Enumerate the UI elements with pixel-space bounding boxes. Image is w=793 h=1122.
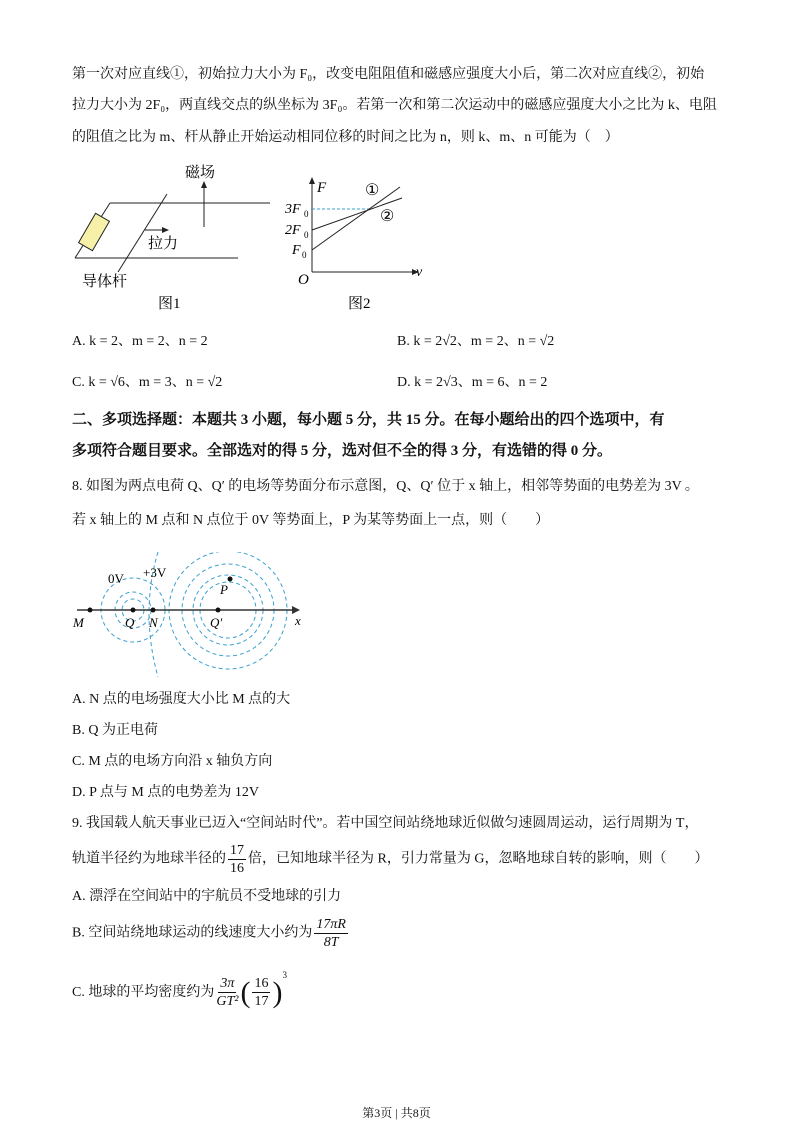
q7-text-line: 拉力大小为 2F₀，两直线交点的纵坐标为 3F₀。若第一次和第二次运动中的磁感应强度大小之比为 k、电阻: [72, 98, 717, 113]
q7-option-c: C. k = √6、m = 3、n = √2: [72, 375, 223, 390]
q9-option-a: A. 漂浮在空间站中的宇航员不受地球的引力: [72, 889, 342, 904]
subscript: 0: [302, 250, 307, 260]
q9-option-b: [72, 916, 350, 951]
q9-text-line: 9. 我国载人航天事业已迈入“空间站时代”。若中国空间站绕地球近似做匀速圆周运动，运行周期为 T，: [72, 816, 699, 831]
tick-3f0: 3F: [285, 202, 301, 217]
section-heading: 二、多项选择题：本题共 3 小题，每小题 5 分，共 15 分。在每小题给出的四个选项中，有: [72, 412, 665, 428]
q7-figure-1: [70, 160, 270, 315]
q7-option-d: D. k = 2√3、m = 6、n = 2: [397, 375, 548, 390]
text: C. 地球的平均密度约为: [72, 985, 215, 1000]
q8-text-line: 8. 如图为两点电荷 Q、Q′ 的电场等势面分布示意图，Q、Q′ 位于 x 轴上，相邻等势面的电势差为 3V 。: [72, 479, 699, 494]
page-footer: 第3页 | 共8页: [362, 1106, 431, 1120]
exponent: 3: [282, 970, 287, 980]
q7-text-line: 的阻值之比为 m、杆从静止开始运动相同位移的时间之比为 n，则 k、m、n 可能为（ ）: [72, 130, 619, 145]
q8-option-d: D. P 点与 M 点的电势差为 12V: [72, 785, 259, 800]
numerator: 3π: [220, 976, 235, 992]
section-heading: 多项符合题目要求。全部选对的得 5 分，选对但不全的得 3 分，有选错的得 0 分。: [72, 443, 613, 459]
y-axis-label: F: [317, 180, 327, 196]
resistor: [79, 213, 110, 250]
denominator: 17: [254, 994, 269, 1010]
q7-option-b: B. k = 2√2、m = 2、n = √2: [397, 334, 555, 349]
field-label: 磁场: [185, 165, 216, 181]
force-label: 拉力: [148, 236, 179, 252]
label-p: P: [220, 582, 228, 597]
numerator: 17πR: [316, 917, 346, 932]
subscript: 0: [304, 230, 309, 240]
q9-text-line: [72, 842, 708, 877]
label-3v: +3V: [143, 565, 167, 580]
q8-text-line: 若 x 轴上的 M 点和 N 点位于 0V 等势面上，P 为某等势面上一点，则（ ）: [72, 513, 550, 528]
figure-caption: 图2: [348, 296, 371, 312]
numerator: 16: [254, 976, 269, 992]
conductor-rod: [118, 194, 167, 272]
q7-text-line: 第一次对应直线①，初始拉力大小为 F₀，改变电阻阻值和磁感应强度大小后，第二次对应直线②，初始: [72, 67, 705, 82]
subscript: 0: [304, 209, 309, 219]
q7-figure-2: [280, 160, 430, 315]
label-q-prime: Q′: [210, 615, 223, 630]
line-1-label: ①: [365, 182, 380, 199]
fraction: [228, 842, 246, 877]
denominator: GT²: [216, 994, 239, 1010]
numerator: 17: [230, 843, 244, 858]
text: 倍，已知地球半径为 R，引力常量为 G，忽略地球自转的影响，则（ ）: [248, 851, 709, 867]
label-q: Q: [125, 615, 135, 630]
q8-option-c: C. M 点的电场方向沿 x 轴负方向: [72, 754, 273, 769]
fraction: [216, 975, 238, 1010]
q8-equipotential-figure: [70, 552, 310, 677]
fraction: [252, 975, 270, 1010]
x-axis-label: v: [416, 265, 423, 280]
text: B. 空间站绕地球运动的线速度大小约为: [72, 925, 313, 941]
label-0v: 0V: [108, 571, 124, 586]
figure-caption: 图1: [158, 296, 181, 312]
q8-option-a: A. N 点的电场强度大小比 M 点的大: [72, 692, 291, 707]
rod-label: 导体杆: [82, 274, 128, 290]
label-m: M: [73, 615, 84, 630]
q8-option-b: B. Q 为正电荷: [72, 723, 158, 738]
label-n: N: [149, 615, 158, 630]
text: 轨道半径约为地球半径的: [72, 851, 226, 867]
q7-option-a: A. k = 2、m = 2、n = 2: [72, 334, 208, 349]
tick-f0: F: [292, 243, 301, 258]
origin-label: O: [298, 272, 309, 288]
denominator: 8T: [323, 935, 339, 950]
label-x: x: [295, 613, 301, 628]
tick-2f0: 2F: [285, 223, 301, 238]
fraction: [314, 916, 348, 951]
denominator: 16: [230, 861, 244, 876]
line-2-label: ②: [380, 208, 395, 225]
q9-option-c: C. 地球的平均密度约为 $\frac{3\pi}{\text{GT²}}$ ( $\frac{16}{17}$ )$^3$: [72, 970, 287, 1010]
